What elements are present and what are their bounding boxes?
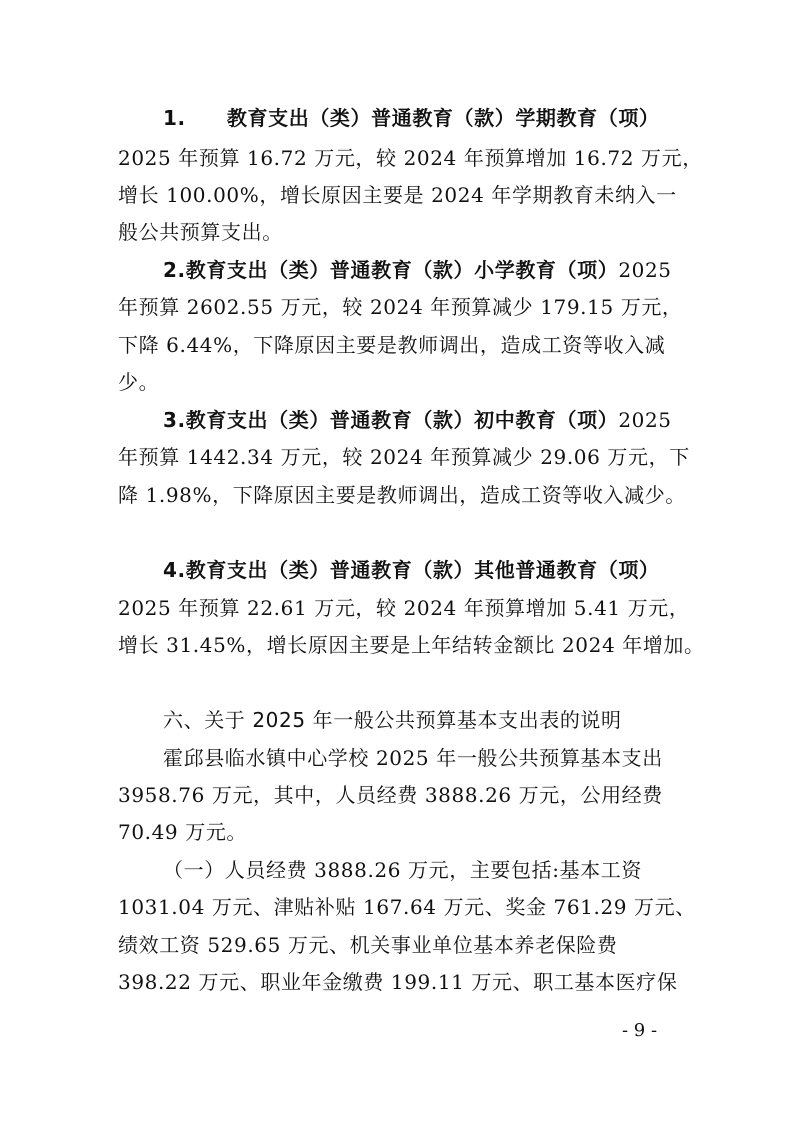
section-3-heading-tail: 2025 — [618, 408, 672, 432]
section-6-para2-line-1: （一）人员经费 3888.26 万元，主要包括:基本工资 — [163, 858, 642, 882]
section-2-heading-tail: 2025 — [618, 258, 672, 282]
section-6-para2-line-2: 1031.04 万元、津贴补贴 167.64 万元、奖金 761.29 万元、 — [118, 895, 696, 919]
section-3-heading: 3.教育支出（类）普通教育（款）初中教育（项） — [163, 408, 619, 432]
section-2-line-3: 少。 — [118, 370, 160, 394]
section-6-para1-line-2: 3958.76 万元，其中，人员经费 3888.26 万元，公用经费 — [118, 783, 663, 807]
section-1-heading: 1. 教育支出（类）普通教育（款）学期教育（项） — [163, 106, 660, 130]
section-2-heading-row — [163, 256, 672, 284]
section-1-line-3: 般公共预算支出。 — [118, 220, 283, 244]
section-4-line-2: 增长 31.45%，增长原因主要是上年结转金额比 2024 年增加。 — [118, 633, 705, 657]
page-number: - 9 - — [622, 1020, 658, 1041]
section-2-line-1: 年预算 2602.55 万元，较 2024 年预算减少 179.15 万元， — [118, 295, 683, 319]
section-4-heading: 4.教育支出（类）普通教育（款）其他普通教育（项） — [163, 558, 660, 582]
section-6-title: 六、关于 2025 年一般公共预算基本支出表的说明 — [163, 708, 622, 732]
section-2-line-2: 下降 6.44%，下降原因主要是教师调出，造成工资等收入减 — [118, 333, 666, 357]
section-4-line-1: 2025 年预算 22.61 万元，较 2024 年预算增加 5.41 万元， — [118, 596, 690, 620]
section-6-para2-line-4: 398.22 万元、职业年金缴费 199.11 万元、职工基本医疗保 — [118, 970, 678, 994]
section-1-line-1: 2025 年预算 16.72 万元，较 2024 年预算增加 16.72 万元， — [118, 146, 703, 170]
section-2-heading: 2.教育支出（类）普通教育（款）小学教育（项） — [163, 258, 619, 282]
section-6-para1-line-1: 霍邱县临水镇中心学校 2025 年一般公共预算基本支出 — [163, 746, 663, 770]
section-3-line-1: 年预算 1442.34 万元，较 2024 年预算减少 29.06 万元，下 — [118, 445, 690, 469]
section-3-heading-row — [163, 406, 672, 434]
section-6-para1-line-3: 70.49 万元。 — [118, 820, 248, 844]
section-6-para2-line-3: 绩效工资 529.65 万元、机关事业单位基本养老保险费 — [118, 933, 618, 957]
section-3-line-2: 降 1.98%，下降原因主要是教师调出，造成工资等收入减少。 — [118, 483, 686, 507]
section-1-line-2: 增长 100.00%，增长原因主要是 2024 年学期教育未纳入一 — [118, 183, 677, 207]
